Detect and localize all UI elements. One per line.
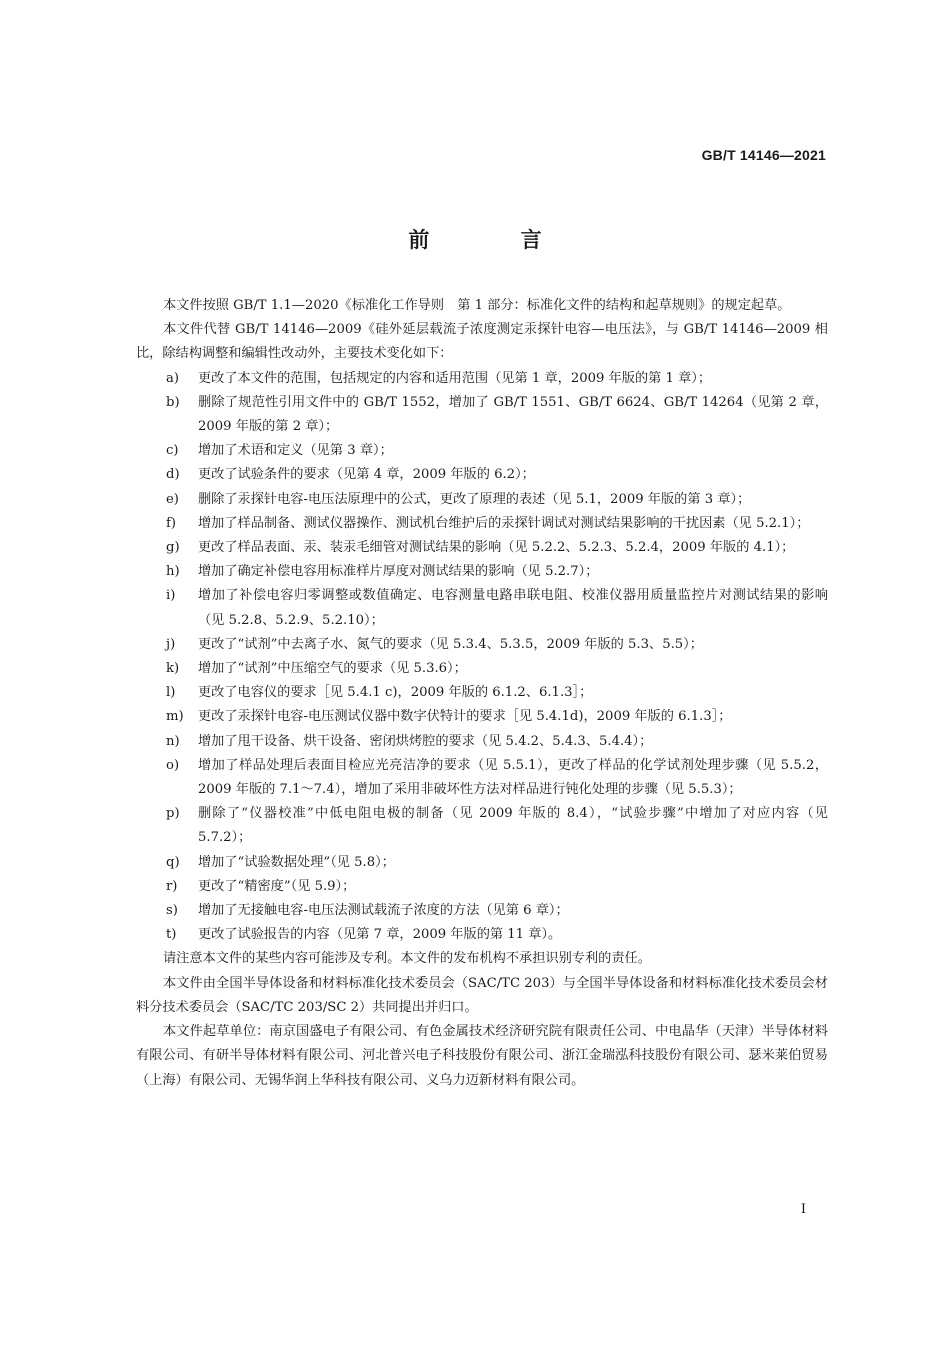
change-item-text: 更改了“试剂”中去离子水、氮气的要求（见 5.3.4、5.3.5，2009 年版的 5.3、5.5）； bbox=[198, 636, 703, 652]
change-item bbox=[136, 439, 828, 463]
change-item-text: 更改了试验报告的内容（见第 7 章，2009 年版的第 11 章）。 bbox=[198, 927, 562, 943]
change-item-label: p) bbox=[166, 806, 180, 822]
change-item bbox=[136, 536, 828, 560]
change-item bbox=[136, 875, 828, 899]
change-item-label: c) bbox=[166, 443, 179, 459]
change-item bbox=[136, 512, 828, 536]
change-item bbox=[136, 899, 828, 923]
change-item-label: b) bbox=[166, 394, 180, 410]
change-item bbox=[136, 391, 828, 439]
change-item bbox=[136, 488, 828, 512]
change-item-label: k) bbox=[166, 661, 180, 677]
change-item-label: h) bbox=[166, 564, 180, 580]
change-item-label: o) bbox=[166, 757, 180, 773]
closing-paragraph: 本文件起草单位：南京国盛电子有限公司、有色金属技术经济研究院有限责任公司、中电晶华（天津）半导体材料有限公司、有研半导体材料有限公司、河北普兴电子科技股份有限公司、浙江金瑞泓科技股份有限公司、瑟米莱伯贸易（上海）有限公司、无锡华润上华科技有限公司、义乌力迈新材料有限公司。 bbox=[136, 1024, 828, 1088]
change-item bbox=[136, 851, 828, 875]
change-item-text: 更改了本文件的范围，包括规定的内容和适用范围（见第 1 章，2009 年版的第 1 章）； bbox=[198, 370, 712, 386]
page-title: 前 言 bbox=[408, 228, 584, 252]
change-item-text: 删除了汞探针电容-电压法原理中的公式，更改了原理的表述（见 5.1，2009 年版的第 3 章）； bbox=[198, 491, 751, 507]
change-item-text: 更改了试验条件的要求（见第 4 章，2009 年版的 6.2）； bbox=[198, 467, 535, 483]
change-item-label: l) bbox=[166, 685, 176, 701]
change-item-label: i) bbox=[166, 588, 176, 604]
change-item-text: 删除了“仪器校准”中低电阻电极的制备（见 2009 年版的 8.4），“试验步骤”中增加了对应内容（见 5.7.2）； bbox=[198, 806, 828, 846]
intro-paragraph: 本文件按照 GB/T 1.1—2020《标准化工作导则 第 1 部分：标准化文件的结构和起草规则》的规定起草。 bbox=[163, 298, 791, 313]
change-item-text: 增加了补偿电容归零调整或数值确定、电容测量电路串联电阻、校准仪器用质量监控片对测试结果的影响（见 5.2.8、5.2.9、5.2.10）； bbox=[198, 588, 828, 628]
change-item-label: g) bbox=[166, 540, 180, 556]
change-item-text: 增加了样品处理后表面目检应光亮洁净的要求（见 5.5.1），更改了样品的化学试剂处理步骤（见 5.5.2，2009 年版的 7.1～7.4），增加了采用非破坏性方法对样品进行钝化处理的步骤（见 5.5.3）； bbox=[198, 757, 828, 798]
change-item-text: 增加了“试验数据处理”（见 5.8）； bbox=[198, 854, 395, 870]
change-item-label: a) bbox=[166, 370, 180, 386]
change-item-label: m) bbox=[166, 709, 184, 725]
change-item-text: 更改了“精密度”（见 5.9）； bbox=[198, 878, 356, 894]
change-item bbox=[136, 560, 828, 584]
change-item bbox=[136, 923, 828, 947]
standard-code: GB/T 14146—2021 bbox=[701, 147, 826, 163]
change-item-label: q) bbox=[166, 854, 180, 870]
change-item-label: r) bbox=[166, 878, 178, 894]
change-item-label: t) bbox=[166, 927, 177, 943]
change-item-text: 更改了电容仪的要求［见 5.4.1 c)，2009 年版的 6.1.2、6.1.3］； bbox=[198, 685, 593, 701]
change-item-text: 增加了甩干设备、烘干设备、密闭烘烤腔的要求（见 5.4.2、5.4.3、5.4.4）； bbox=[198, 733, 653, 749]
change-item bbox=[136, 463, 828, 487]
page-number: I bbox=[800, 1202, 806, 1217]
change-item bbox=[136, 681, 828, 705]
change-item-text: 删除了规范性引用文件中的 GB/T 1552，增加了 GB/T 1551、GB/T 6624、GB/T 14264（见第 2 章，2009 年版的第 2 章）； bbox=[198, 394, 828, 435]
change-item-label: j) bbox=[166, 636, 176, 652]
change-item-text: 增加了术语和定义（见第 3 章）； bbox=[198, 443, 393, 459]
change-item-text: 增加了确定补偿电容用标准样片厚度对测试结果的影响（见 5.2.7）； bbox=[198, 564, 599, 580]
change-item-label: d) bbox=[166, 467, 180, 483]
change-item-label: n) bbox=[166, 733, 180, 749]
change-item-label: s) bbox=[166, 903, 178, 919]
change-item bbox=[136, 367, 828, 391]
change-item bbox=[136, 754, 828, 802]
change-item-text: 增加了样品制备、测试仪器操作、测试机台维护后的汞探针调试对测试结果影响的干扰因素（见 5.2.1）； bbox=[198, 515, 810, 531]
change-item-text: 增加了“试剂”中压缩空气的要求（见 5.3.6）； bbox=[198, 661, 467, 677]
change-item bbox=[136, 584, 828, 632]
change-item-text: 更改了汞探针电容-电压测试仪器中数字伏特计的要求［见 5.4.1d)，2009 年版的 6.1.3］； bbox=[198, 709, 732, 725]
change-item-text: 更改了样品表面、汞、装汞毛细管对测试结果的影响（见 5.2.2、5.2.3、5.2.4，2009 年版的 4.1）； bbox=[198, 540, 795, 556]
closing-paragraph: 请注意本文件的某些内容可能涉及专利。本文件的发布机构不承担识别专利的责任。 bbox=[163, 951, 651, 967]
change-item-text: 增加了无接触电容-电压法测试载流子浓度的方法（见第 6 章）； bbox=[198, 903, 569, 919]
closing-paragraph: 本文件由全国半导体设备和材料标准化技术委员会（SAC/TC 203）与全国半导体设备和材料标准化技术委员会材料分技术委员会（SAC/TC 203/SC 2）共同提出并归口。 bbox=[136, 975, 828, 1015]
change-item bbox=[136, 730, 828, 754]
change-item-label: e) bbox=[166, 491, 179, 507]
foreword-body bbox=[136, 294, 828, 1093]
change-item bbox=[136, 657, 828, 681]
changes-list bbox=[136, 367, 828, 948]
change-item-label: f) bbox=[166, 515, 177, 531]
change-item bbox=[136, 802, 828, 850]
intro-paragraph: 本文件代替 GB/T 14146—2009《硅外延层载流子浓度测定汞探针电容—电压法》，与 GB/T 14146—2009 相比，除结构调整和编辑性改动外，主要技术变化如下： bbox=[136, 322, 828, 362]
change-item bbox=[136, 705, 828, 729]
change-item bbox=[136, 633, 828, 657]
